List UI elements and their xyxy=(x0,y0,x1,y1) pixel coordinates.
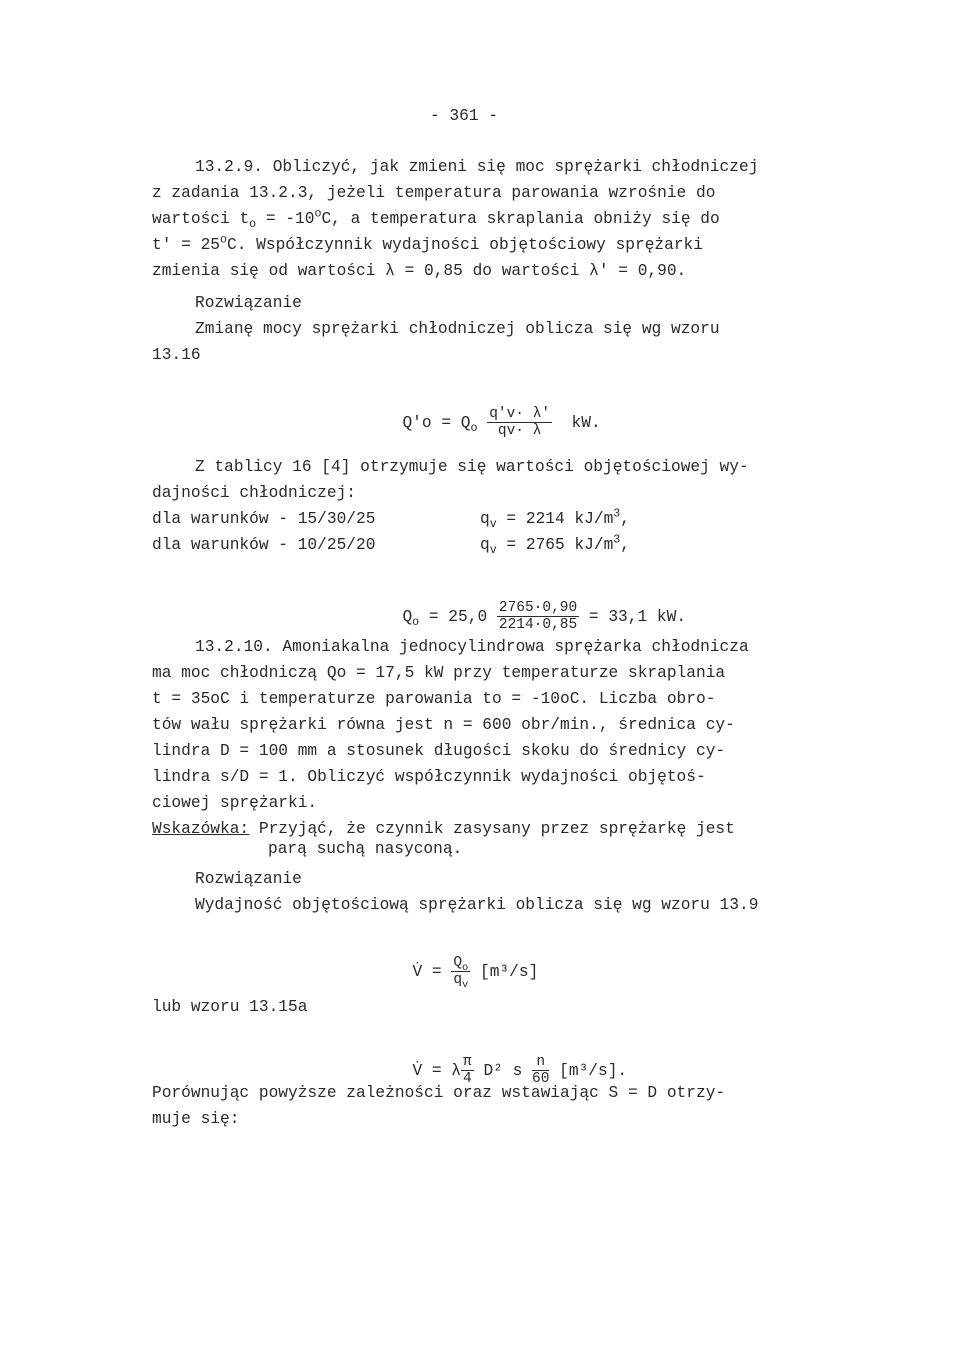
equation-power-change: $Q'o = Q_o$ $\frac{q'v\cdot \lambda'}{qv\cdot \lambda}$ kW. xyxy=(402,406,601,439)
eq2-fraction: $\frac{2765\cdot 0,90}{2214\cdot 0,85}$ xyxy=(498,600,578,633)
ex10-line-3: t = 35oC i temperaturze parowania to = -10oC. Liczba obro- xyxy=(152,690,716,708)
formula-intro-1: Zmianę mocy sprężarki chłodniczej oblicza się wg wzoru xyxy=(195,320,720,338)
equation-result: $Q_o = 25,0$ $\frac{2765\cdot 0,90}{2214\cdot 0,85}$ = 33,1 kW. xyxy=(402,600,687,633)
condition-1-label: dla warunków - 15/30/25 xyxy=(152,510,376,528)
eq1-lhs: Q'o xyxy=(402,413,432,432)
condition-2-value: $q_v = 2765$ $kJ/m^3$, xyxy=(480,532,631,558)
formula-intro-2: Wydajność objętościową sprężarki oblicza się wg wzoru 13.9 xyxy=(195,896,759,914)
table-text-1: Z tablicy 16 [4] otrzymuje się wartości objętościowej wy- xyxy=(195,458,749,476)
table-text-2: dajności chłodniczej: xyxy=(152,484,356,502)
ex9-line-3: wartości $t_o = -10^oC$, a temperatura skraplania obniży się do xyxy=(152,206,720,232)
eq1-fraction: $\frac{q'v\cdot \lambda'}{qv\cdot \lambda}$ xyxy=(489,406,551,439)
ex9-line-5: zmienia się od wartości λ = 0,85 do wartości λ' = 0,90. xyxy=(152,262,687,280)
condition-2-label: dla warunków - 10/25/20 xyxy=(152,536,376,554)
closing-line-1: Porównując powyższe zależności oraz wstawiając S = D otrzy- xyxy=(152,1084,726,1102)
condition-1-value: $q_v = 2214$ $kJ/m^3$, xyxy=(480,506,631,532)
ex10-line-1: 13.2.10. Amoniakalna jednocylindrowa sprężarka chłodnicza xyxy=(195,638,749,656)
hint: Wskazówka: Przyjąć, że czynnik zasysany przez sprężarkę jest xyxy=(152,820,735,838)
ex9-line-1: 13.2.9. Obliczyć, jak zmieni się moc sprężarki chłodniczej xyxy=(195,158,759,176)
solution-heading-2: Rozwiązanie xyxy=(195,870,302,888)
ex10-line-5: lindra D = 100 mm a stosunek długości skoku do średnicy cy- xyxy=(152,742,726,760)
closing-line-2: muje się: xyxy=(152,1110,240,1128)
equation-volume-flow-1: V̇ = $\frac{Q_o}{q_v}$ [m³/s] xyxy=(412,955,539,991)
hint-continuation: parą suchą nasyconą. xyxy=(268,840,463,858)
eq4-fraction-n: $\frac{n}{60}$ xyxy=(532,1054,550,1087)
ex9-line-2: z zadania 13.2.3, jeżeli temperatura parowania wzrośnie do xyxy=(152,184,716,202)
ex10-line-4: tów wału sprężarki równa jest n = 600 obr/min., średnica cy- xyxy=(152,716,735,734)
ex10-line-7: ciowej sprężarki. xyxy=(152,794,318,812)
page-number: - 361 - xyxy=(430,107,498,125)
ex10-line-6: lindra s/D = 1. Obliczyć współczynnik wydajności objętoś- xyxy=(152,768,706,786)
equation-volume-flow-2: V̇ = λ $\frac{\pi}{4}$ D² s $\frac{n}{60}$ [m³/s]. xyxy=(412,1054,628,1087)
ex10-line-2: ma moc chłodniczą Qo = 17,5 kW przy temperaturze skraplania xyxy=(152,664,726,682)
ex9-line-4: $t' = 25^oC$. Współczynnik wydajności objętościowy sprężarki xyxy=(152,232,703,254)
alt-formula-label: lub wzoru 13.15a xyxy=(152,998,308,1016)
hint-label: Wskazówka: xyxy=(152,820,250,838)
formula-ref-1: 13.16 xyxy=(152,346,201,364)
solution-heading-1: Rozwiązanie xyxy=(195,294,302,312)
eq4-fraction-pi: $\frac{\pi}{4}$ xyxy=(463,1054,472,1087)
eq3-fraction: $\frac{Q_o}{q_v}$ xyxy=(453,955,469,991)
